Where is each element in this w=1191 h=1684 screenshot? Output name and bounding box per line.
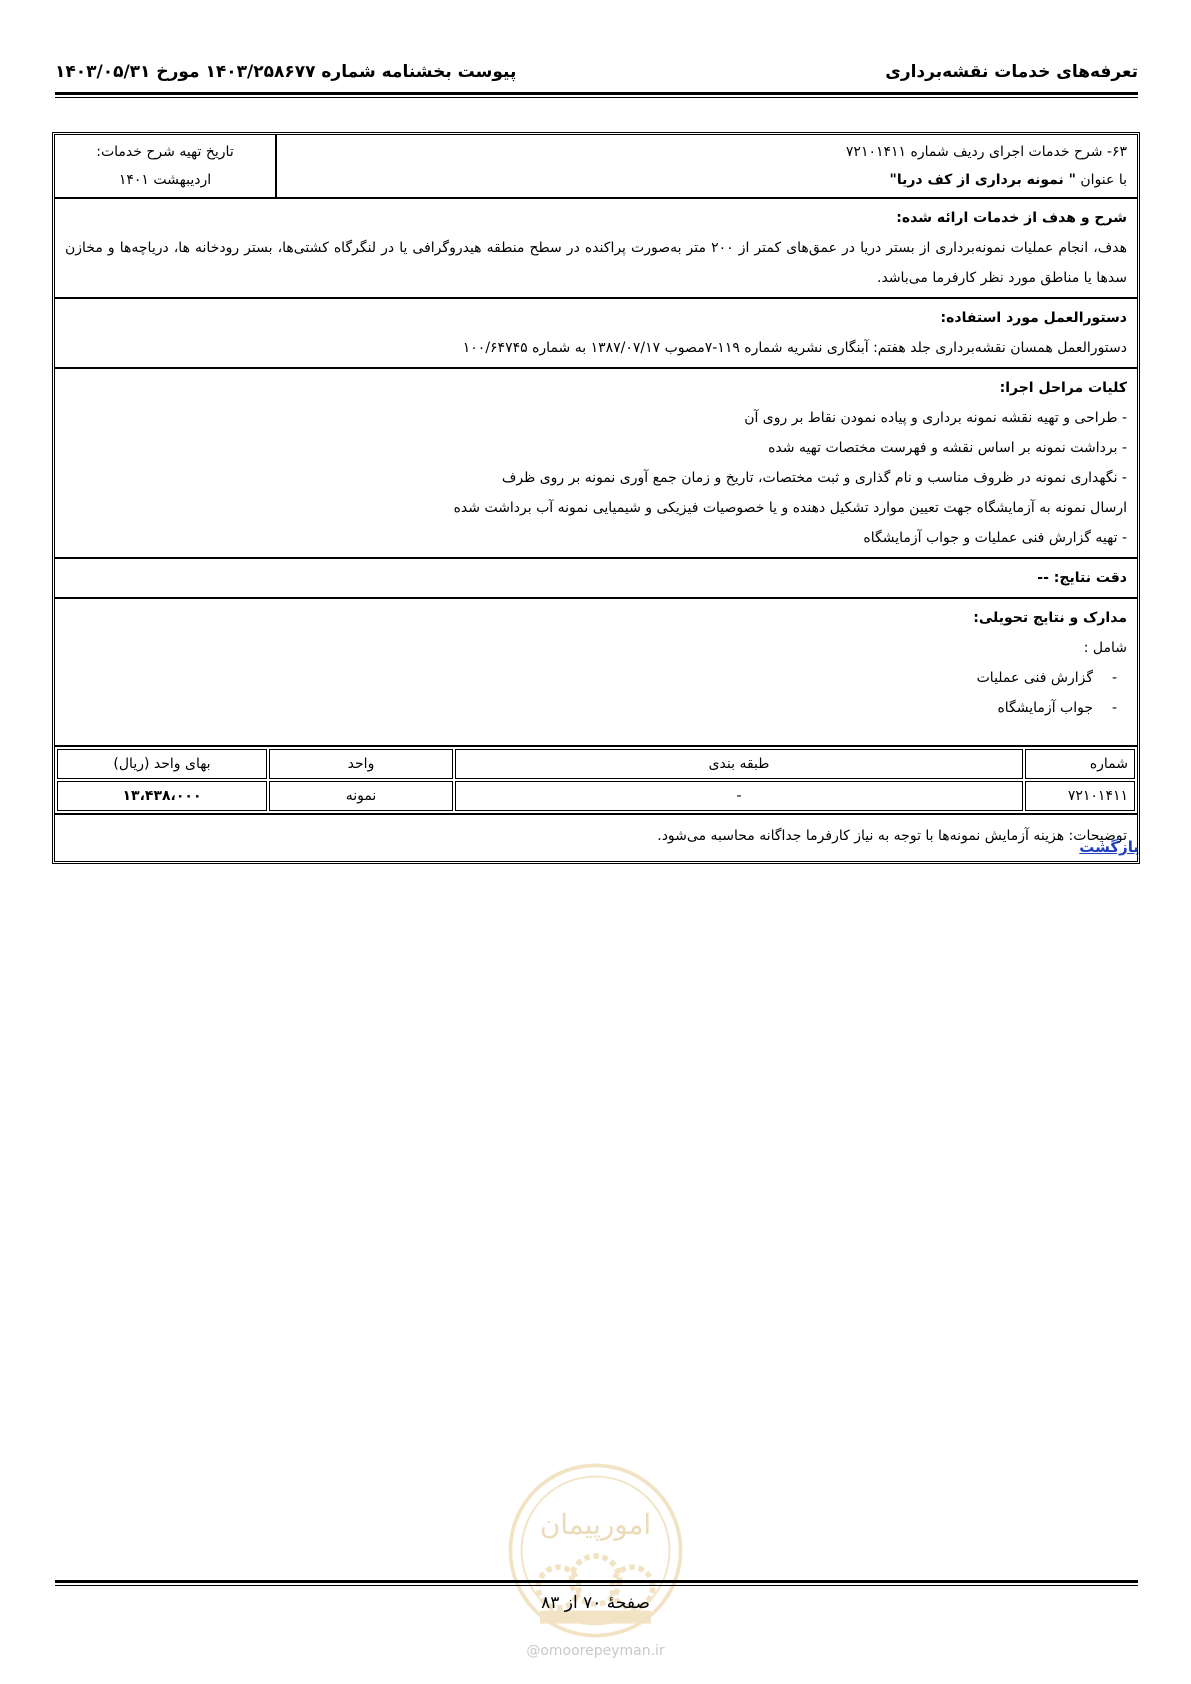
cell-unit: نمونه (269, 781, 453, 811)
deliverable-item: - گزارش فنی عملیات (65, 663, 1127, 693)
prep-date-value: اردیبهشت ۱۴۰۱ (118, 172, 212, 188)
header-unit: واحد (269, 749, 453, 779)
instruction-title: دستورالعمل مورد استفاده: (940, 310, 1127, 326)
notes-section (55, 815, 1137, 861)
notes-text: توضیحات: هزینه آزمایش نمونه‌ها با توجه به نیاز کارفرما جداگانه محاسبه می‌شود. (657, 828, 1127, 844)
accuracy-section (55, 559, 1137, 599)
instruction-section (55, 299, 1137, 369)
step-item: ارسال نمونه به آزمایشگاه جهت تعیین موارد تشکیل دهنده و یا خصوصیات فیزیکی و شیمیایی نمونه آب برداشت شده (453, 500, 1127, 516)
step-item: - برداشت نمونه بر اساس نقشه و فهرست مختصات تهیه شده (768, 440, 1127, 456)
deliverables-title: مدارک و نتایج تحویلی: (973, 610, 1127, 626)
cell-classification: - (455, 781, 1023, 811)
purpose-text: هدف، انجام عملیات نمونه‌برداری از بستر دریا در عمق‌های کمتر از ۲۰۰ متر به‌صورت پراکنده در سطح منطقه هیدروگرافی یا در لنگرگاه کشتی‌ها، بستر رودخانه ها، دریاچه‌ها و مخازن سدها یا مناطق مورد نظر کارفرما می‌باشد. (65, 240, 1127, 286)
page-header (55, 55, 1138, 89)
deliverable-item: - جواب آزمایشگاه (65, 693, 1127, 723)
service-sheet (52, 132, 1140, 864)
watermark: @omoorepeyman.ir (526, 1643, 665, 1659)
prep-date-label: تاریخ تهیه شرح خدمات: (96, 144, 234, 160)
header-number: شماره (1025, 749, 1135, 779)
header-divider (55, 92, 1138, 98)
seal-logo-icon (503, 1458, 688, 1643)
deliverables-intro: شامل : (1083, 640, 1127, 656)
prep-date-cell (55, 135, 277, 197)
back-link[interactable]: بازگشت (1079, 838, 1139, 856)
cell-number: ۷۲۱۰۱۴۱۱ (1025, 781, 1135, 811)
cell-unit-price: ۱۳،۴۳۸،۰۰۰ (57, 781, 267, 811)
steps-section (55, 369, 1137, 559)
item-heading (277, 135, 1137, 197)
accuracy-title: دقت نتایج: -- (1037, 570, 1127, 586)
price-table (55, 747, 1137, 813)
step-item: - طراحی و تهیه نقشه نمونه برداری و پیاده نمودن نقاط بر روی آن (744, 410, 1127, 426)
footer-divider (55, 1580, 1138, 1586)
purpose-section (55, 199, 1137, 299)
step-item: - تهیه گزارش فنی عملیات و جواب آزمایشگاه (863, 530, 1127, 546)
page-number: صفحۀ ۷۰ از ۸۳ (541, 1593, 650, 1613)
deliverables-list (65, 663, 1127, 723)
table-row (57, 781, 1135, 811)
item-heading-row (55, 135, 1137, 199)
item-title-line (287, 166, 1127, 194)
step-item: - نگهداری نمونه در ظروف مناسب و نام گذاری و ثبت مختصات، تاریخ و زمان جمع آوری نمونه بر روی ظرف (501, 470, 1127, 486)
deliverables-section (55, 599, 1137, 747)
header-classification: طبقه بندی (455, 749, 1023, 779)
price-section (55, 747, 1137, 815)
header-left-title: پیوست بخشنامه شماره ۱۴۰۳/۲۵۸۶۷۷ مورخ ۱۴۰۳/۰۵/۳۱ (55, 62, 517, 82)
header-right-title: تعرفه‌های خدمات نقشه‌برداری (885, 62, 1138, 82)
item-title-prefix: با عنوان (1075, 172, 1127, 188)
header-unit-price: بهای واحد (ریال) (57, 749, 267, 779)
item-title: " نمونه برداری از کف دریا" (889, 172, 1076, 188)
purpose-title: شرح و هدف از خدمات ارائه شده: (896, 210, 1127, 226)
seal-text: امورپیمان (539, 1507, 652, 1541)
item-number-line: ۶۳- شرح خدمات اجرای ردیف شماره ۷۲۱۰۱۴۱۱ (845, 144, 1127, 160)
instruction-text: دستورالعمل همسان نقشه‌برداری جلد هفتم: آبنگاری نشریه شماره ۱۱۹-۷مصوب ۱۳۸۷/۰۷/۱۷ به شماره ۱۰۰/۶۴۷۴۵ (462, 340, 1127, 356)
steps-title: کلیات مراحل اجرا: (999, 380, 1127, 396)
price-table-header (57, 749, 1135, 779)
